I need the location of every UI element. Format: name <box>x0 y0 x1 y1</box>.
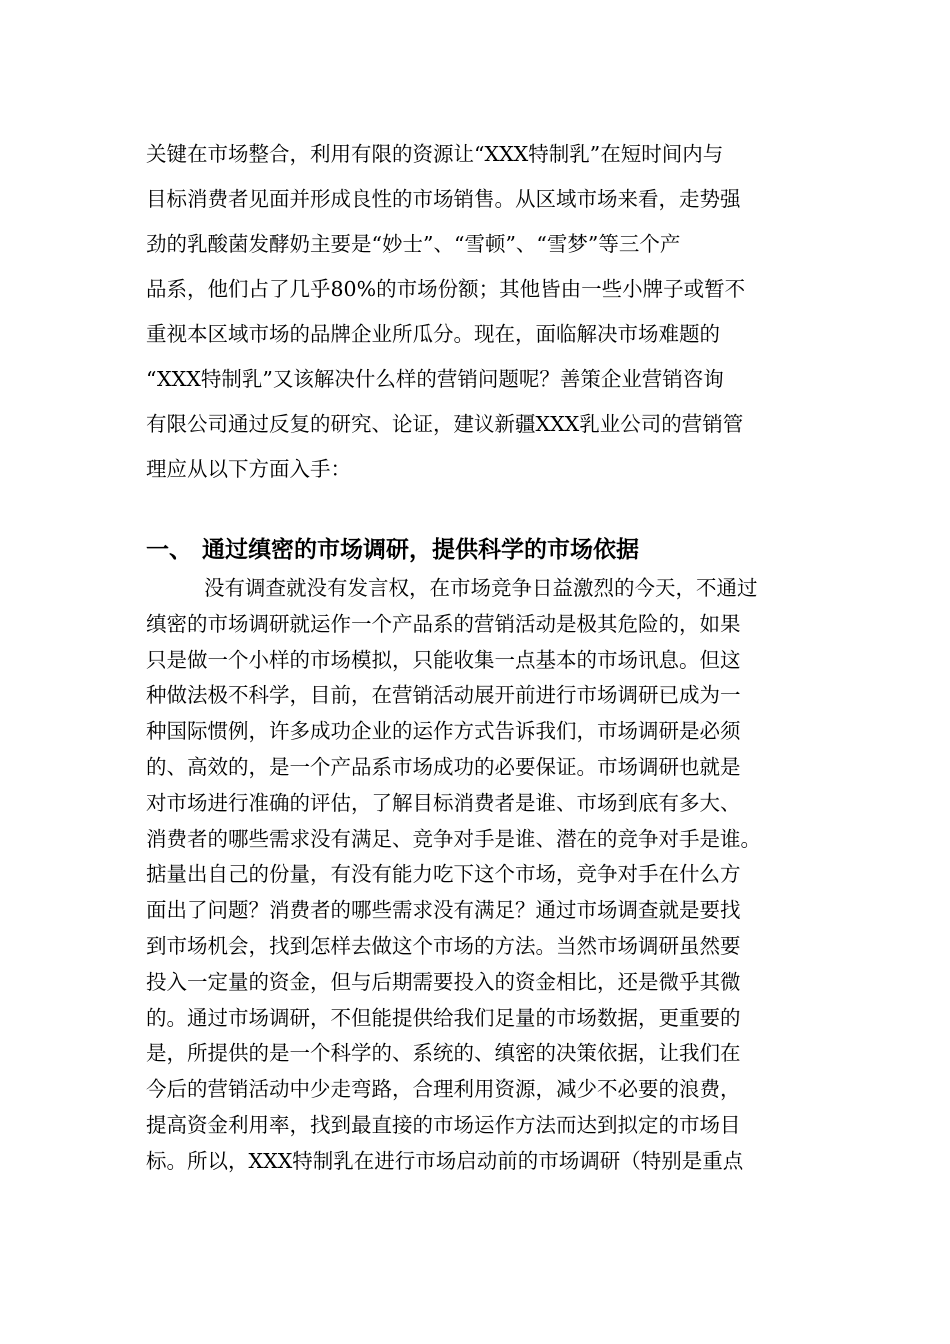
intro-line-2: 目标消费者见面并形成良性的市场销售。从区域市场来看，走势强 <box>146 187 741 211</box>
body-line-1: 没有调查就没有发言权，在市场竞争日益激烈的今天，不通过 <box>204 576 758 600</box>
intro-line-7: 有限公司通过反复的研究、论证，建议新疆XXX乳业公司的营销管 <box>146 412 744 436</box>
intro-paragraph <box>146 132 806 492</box>
body-line-8: 消费者的哪些需求没有满足、竞争对手是谁、潜在的竞争对手是谁。 <box>146 826 761 851</box>
intro-line-1: 关键在市场整合，利用有限的资源让“XXX特制乳”在短时间内与 <box>146 142 724 166</box>
section-number: 一、 <box>146 537 192 563</box>
intro-line-5: 重视本区域市场的品牌企业所瓜分。现在，面临解决市场难题的 <box>146 322 720 346</box>
section-heading <box>146 530 806 570</box>
body-line-15: 今后的营销活动中少走弯路，合理利用资源，减少不必要的浪费， <box>146 1077 741 1102</box>
intro-line-8: 理应从以下方面入手： <box>146 457 351 481</box>
body-line-6: 的、高效的，是一个产品系市场成功的必要保证。市场调研也就是 <box>146 754 741 779</box>
body-line-13: 的。通过市场调研，不但能提供给我们足量的市场数据，更重要的 <box>146 1005 741 1030</box>
body-line-2: 缜密的市场调研就运作一个产品系的营销活动是极其危险的，如果 <box>146 611 741 636</box>
body-line-7: 对市场进行准确的评估，了解目标消费者是谁、市场到底有多大、 <box>146 790 741 815</box>
intro-line-6: “XXX特制乳”又该解决什么样的营销问题呢？善策企业营销咨询 <box>146 367 724 391</box>
body-line-9: 掂量出自己的份量，有没有能力吃下这个市场，竞争对手在什么方 <box>146 862 741 887</box>
body-line-16: 提高资金利用率，找到最直接的市场运作方法而达到拟定的市场目 <box>146 1112 741 1137</box>
body-line-4: 种做法极不科学，目前，在营销活动展开前进行市场调研已成为一 <box>146 683 741 708</box>
intro-line-4: 品系，他们占了几乎80%的市场份额；其他皆由一些小牌子或暂不 <box>146 277 746 301</box>
section-title: 通过缜密的市场调研，提供科学的市场依据 <box>202 537 639 563</box>
body-line-5: 种国际惯例，许多成功企业的运作方式告诉我们，市场调研是必须 <box>146 719 741 744</box>
body-line-12: 投入一定量的资金，但与后期需要投入的资金相比，还是微乎其微 <box>146 969 741 994</box>
body-line-17: 标。所以，XXX特制乳在进行市场启动前的市场调研（特别是重点 <box>146 1148 744 1173</box>
body-line-14: 是，所提供的是一个科学的、系统的、缜密的决策依据，让我们在 <box>146 1041 741 1066</box>
body-line-3: 只是做一个小样的市场模拟，只能收集一点基本的市场讯息。但这 <box>146 647 741 672</box>
intro-line-3: 劲的乳酸菌发酵奶主要是“妙士”、“雪顿”、“雪梦”等三个产 <box>146 232 681 256</box>
body-line-10: 面出了问题？消费者的哪些需求没有满足？通过市场调查就是要找 <box>146 898 741 923</box>
section-body-paragraph <box>146 571 806 1180</box>
body-line-11: 到市场机会，找到怎样去做这个市场的方法。当然市场调研虽然要 <box>146 933 741 958</box>
